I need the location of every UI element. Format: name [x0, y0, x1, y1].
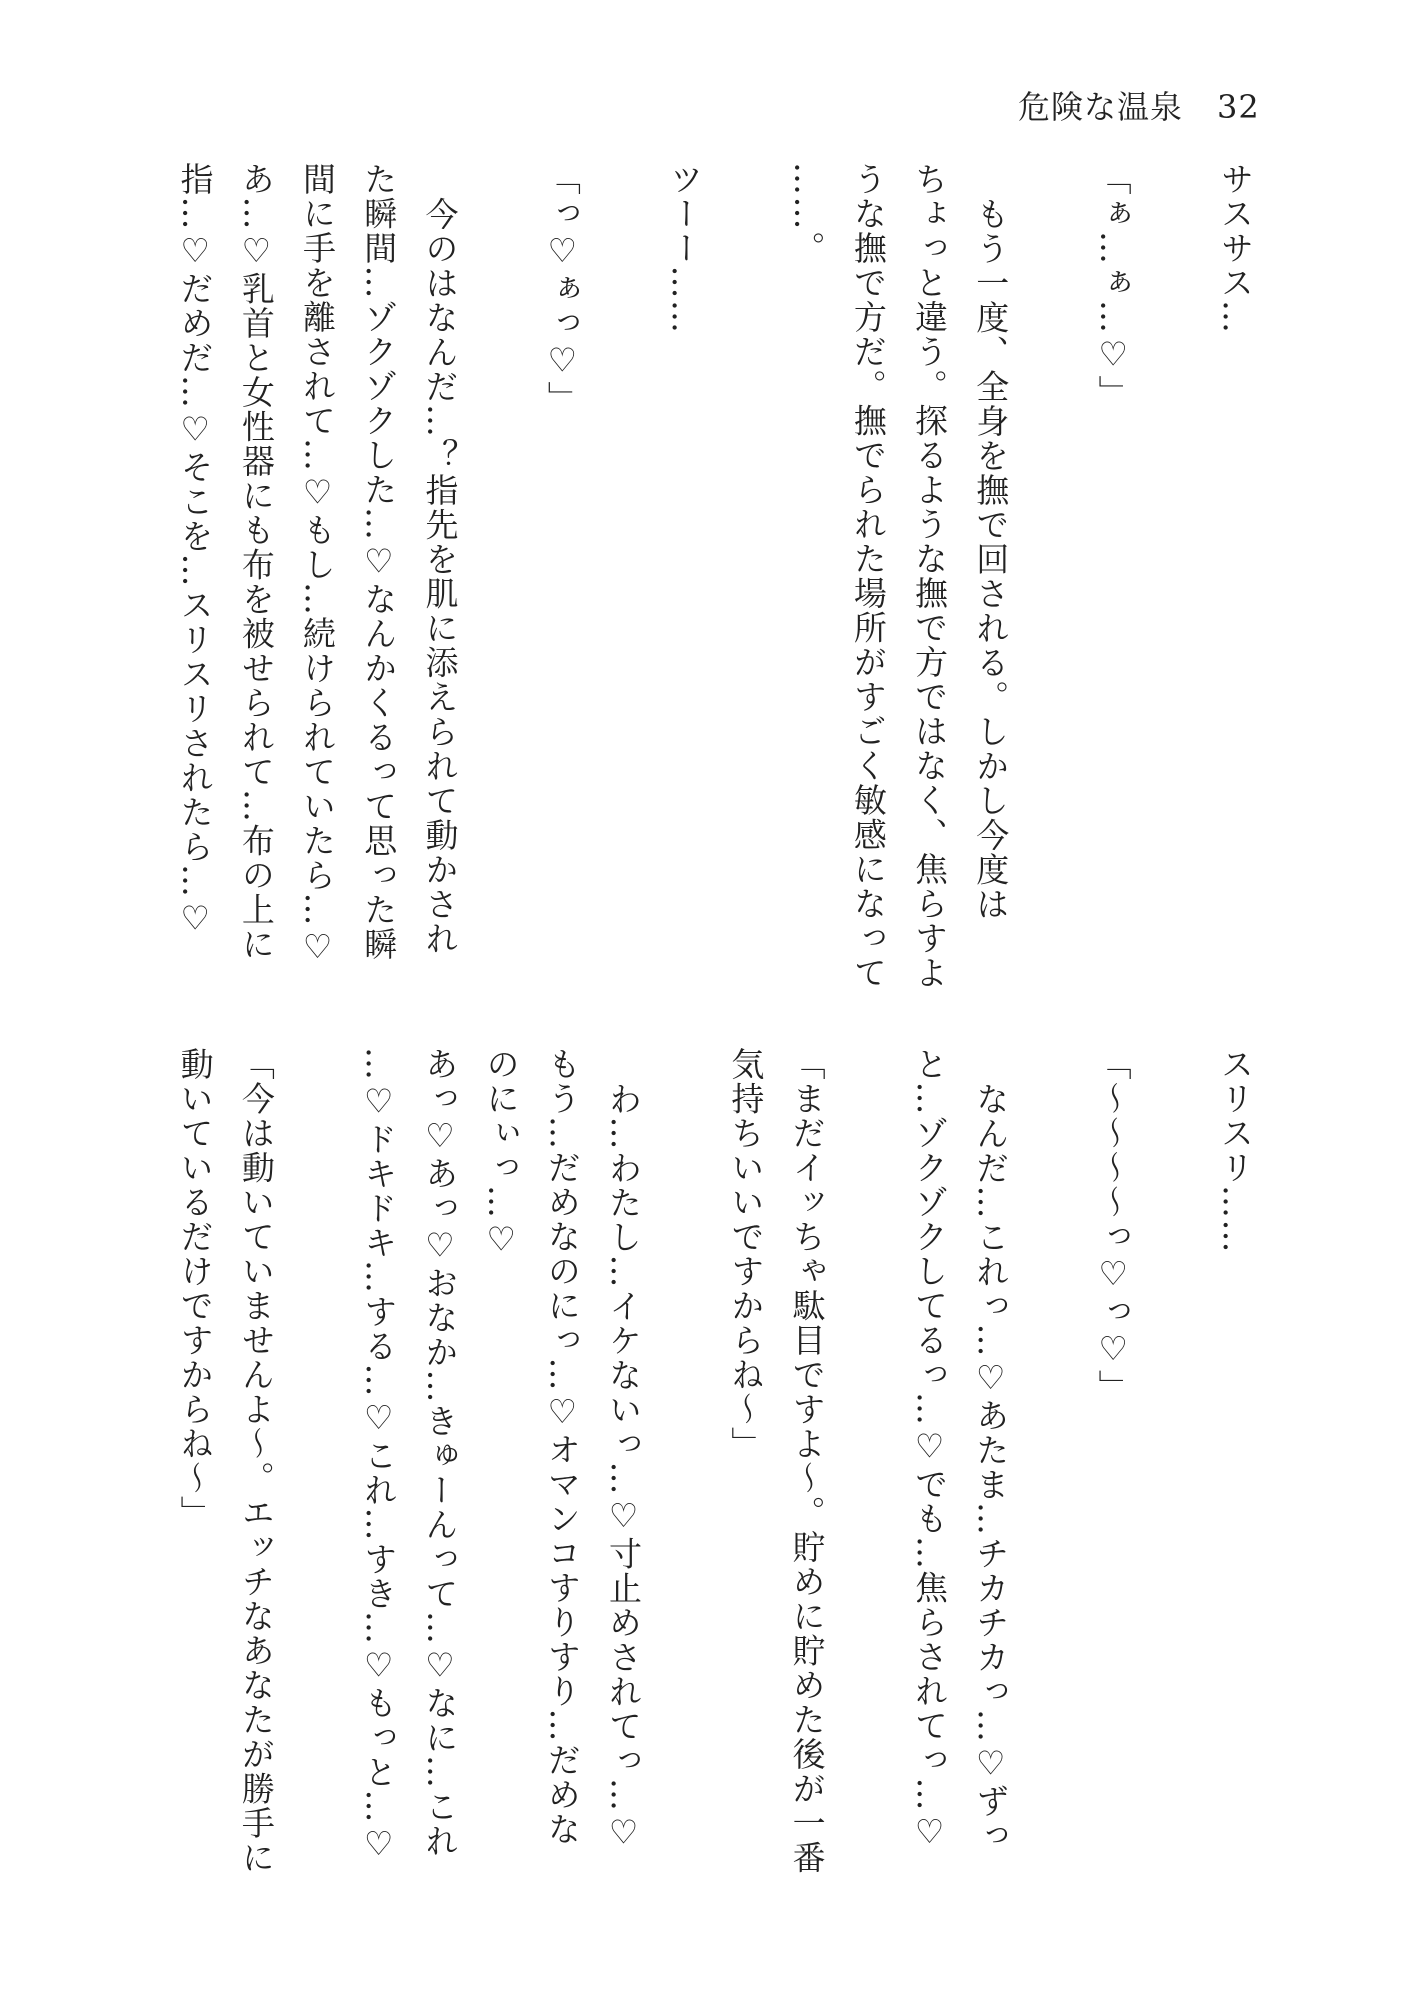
text-line: もう一度、全身を撫で回される。しかし今度は	[971, 196, 1011, 921]
text-line: …♡ドキドキ…する…♡これ…すき…♡もっと…♡	[359, 1047, 399, 1865]
text-block-bottom	[164, 1047, 1266, 1927]
blank-line	[1021, 1047, 1082, 1927]
blank-line	[1144, 162, 1205, 1002]
text-line: 指…♡だめだ…♡そこを…スリスリされたら…♡	[175, 162, 215, 939]
page-number: 32	[1217, 88, 1260, 126]
text-line: た瞬間…ゾクゾクした…♡なんかくるって思った瞬	[359, 162, 399, 962]
blank-line	[715, 162, 776, 1002]
text-line: サスサス…	[1216, 162, 1255, 335]
text-line: うな撫で方だ。撫でられた場所がすごく敏感になって	[848, 162, 888, 990]
text-line: ちょっと違う。探るような撫で方ではなく、焦らすよ	[910, 162, 950, 990]
dialogue-line: 「まだイッちゃ駄目ですよ〜。貯めに貯めた後が一番	[787, 1047, 827, 1875]
blank-line	[1144, 1047, 1205, 1927]
blank-line	[593, 162, 654, 1002]
blank-line	[287, 1047, 348, 1927]
text-line: スリスリ……	[1216, 1047, 1255, 1254]
text-line: 間に手を離されて…♡もし…続けられていたら…♡	[298, 162, 338, 968]
dialogue-line: 「ぁ…ぁ…♡」	[1093, 162, 1133, 410]
dialogue-line: 「っ♡ぁっ♡」	[542, 162, 582, 416]
blank-line	[838, 1047, 899, 1927]
running-header	[1018, 82, 1260, 128]
dialogue-line: 「今は動いていませんよ〜。エッチなあなたが勝手に	[236, 1047, 276, 1875]
text-line: あっ♡あっ♡おなか…きゅーんって…♡なに…これ	[420, 1047, 460, 1859]
text-line: ……。	[787, 162, 827, 266]
text-line: なんだ…これっ…♡あたま…チカチカっ…♡ずっ	[971, 1081, 1011, 1853]
text-block-top	[164, 162, 1266, 1002]
text-line: と…ゾクゾクしてるっ…♡でも…焦らされてっ…♡	[910, 1047, 950, 1853]
text-line: わ…わたし…イケないっ…♡寸止めされてっ…♡	[604, 1081, 644, 1853]
dialogue-line: 気持ちいいですからね〜」	[726, 1047, 766, 1461]
dialogue-line: 「〜〜〜〜っ♡っ♡」	[1093, 1047, 1133, 1404]
chapter-title: 危険な温泉	[1018, 88, 1184, 126]
text-line: もう…だめなのにっ…♡オマンコすりすり…だめな	[542, 1047, 582, 1847]
text-line: のにぃっ…♡	[481, 1047, 521, 1260]
dialogue-line: 動いているだけですからね〜」	[175, 1047, 215, 1530]
blank-line	[470, 162, 531, 1002]
text-line: あ…♡乳首と女性器にも布を被せられて…布の上に	[236, 162, 276, 962]
text-line: ツーー……	[665, 162, 705, 335]
blank-line	[1021, 162, 1082, 1002]
blank-line	[654, 1047, 715, 1927]
text-line: 今のはなんだ…？指先を肌に添えられて動かされ	[420, 196, 460, 956]
